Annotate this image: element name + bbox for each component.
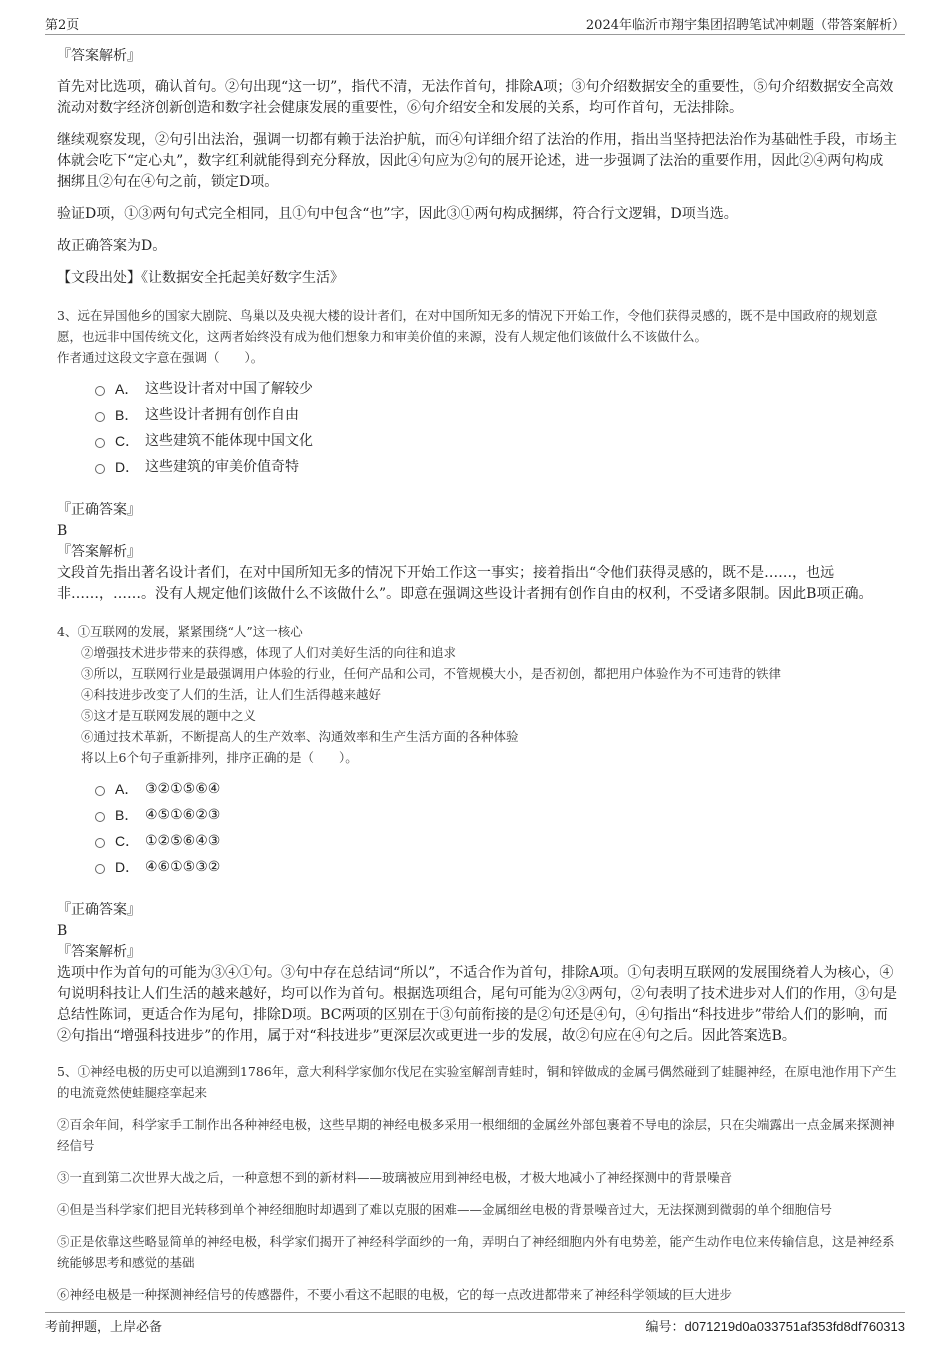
radio-button[interactable] [95,412,105,422]
q4-option-c[interactable]: C． ①②⑤⑥④③ [95,828,897,854]
radio-button[interactable] [95,786,105,796]
q4-sentence-3: ③所以，互联网行业是最强调用户体验的行业，任何产品和公司，不管规模大小，是否初创，都把用户体验作为不可违背的铁律 [81,666,782,681]
q2-analysis-p1: 首先对比选项，确认首句。②句出现“这一切”，指代不清，无法作首句，排除A项；③句介绍数据安全的重要性，⑤句介绍数据安全高效流动对数字经济创新创造和数字社会健康发展的重要性，⑥句介绍安全和发展的关系，均可作首句，无法排除。 [57,79,894,116]
q4-answer-label: 『正确答案』 [57,902,141,918]
q2-analysis-p4: 故正确答案为D。 [57,238,167,254]
q4-sentence-2: ②增强技术进步带来的获得感，体现了人们对美好生活的向往和追求 [81,645,457,660]
page-number: 第2页 [45,18,80,33]
q2-source: 【文段出处】《让数据安全托起美好数字生活》 [57,270,344,286]
q4-sentence-4: ④科技进步改变了人们的生活，让人们生活得越来越好 [81,687,382,702]
q5-sentence-3: ③一直到第二次世界大战之后，一种意想不到的新材料——玻璃被应用到神经电极，才极大地减小了神经探测中的背景噪音 [57,1170,733,1185]
q3-answer-label: 『正确答案』 [57,502,141,518]
q4-option-d[interactable]: D． ④⑥①⑤③② [95,854,897,880]
q2-analysis-p2: 继续观察发现，②句引出法治，强调一切都有赖于法治护航，而④句详细介绍了法治的作用，指出当坚持把法治作为基础性手段，市场主体就会吃下“定心丸”，数字红利就能得到充分释放，因此④句应为②句的展开论述，进一步强调了法治的重要作用，因此②④两句构成捆绑且②句在④句之前，锁定D项。 [57,132,897,190]
radio-button[interactable] [95,864,105,874]
q3-option-a[interactable]: A． 这些设计者对中国了解较少 [95,376,897,402]
q3-option-d[interactable]: D． 这些建筑的审美价值奇特 [95,454,897,480]
q4-answer: B [57,923,68,939]
q4-options [95,776,897,880]
radio-button[interactable] [95,438,105,448]
q4-analysis-label: 『答案解析』 [57,944,141,960]
q3-analysis-label: 『答案解析』 [57,544,141,560]
q5-sentence-6: ⑥神经电极是一种探测神经信号的传感器件，不要小看这不起眼的电极，它的每一点改进都带来了神经科学领域的巨大进步 [57,1287,733,1302]
q2-analysis-label: 『答案解析』 [57,48,141,64]
q4-option-b[interactable]: B． ④⑤①⑥②③ [95,802,897,828]
question-3 [57,305,897,605]
q5-sentence-2: ②百余年间，科学家手工制作出各种神经电极，这些早期的神经电极多采用一根细细的金属丝外部包裹着不导电的涂层，只在尖端露出一点金属来探测神经信号 [57,1117,895,1153]
radio-button[interactable] [95,838,105,848]
document-body [57,46,897,1305]
radio-button[interactable] [95,386,105,396]
q3-option-b[interactable]: B． 这些设计者拥有创作自由 [95,402,897,428]
radio-button[interactable] [95,812,105,822]
q3-option-c[interactable]: C． 这些建筑不能体现中国文化 [95,428,897,454]
radio-button[interactable] [95,464,105,474]
document-title: 2024年临沂市翔宇集团招聘笔试冲刺题（带答案解析） [585,18,905,33]
document-id: 编号：d071219d0a033751af353fd8df760313 [645,1319,905,1334]
q3-stem: 3、远在异国他乡的国家大剧院、鸟巢以及央视大楼的设计者们，在对中国所知无多的情况下开始工作，令他们获得灵感的，既不是中国政府的规划意愿，也远非中国传统文化，这两者始终没有成为他们想象力和审美价值的来源，没有人规定他们该做什么不该做什么。 [57,308,878,344]
q3-question: 作者通过这段文字意在强调（ ）。 [57,350,264,365]
q5-sentence-1: 5、①神经电极的历史可以追溯到1786年，意大利科学家伽尔伐尼在实验室解剖青蛙时，铜和锌做成的金属弓偶然碰到了蛙腿神经，在原电池作用下产生的电流竟然使蛙腿痉挛起来 [57,1064,897,1100]
q3-analysis: 文段首先指出著名设计者们，在对中国所知无多的情况下开始工作这一事实；接着指出“令他们获得灵感的，既不是……，也远非……，……。没有人规定他们该做什么不该做什么”。即意在强调这些设计者拥有创作自由的权利，不受诸多限制。因此B项正确。 [57,565,873,602]
q4-analysis: 选项中作为首句的可能为③④①句。③句中存在总结词“所以”，不适合作为首句，排除A项。①句表明互联网的发展围绕着人为核心，④句说明科技让人们生活的越来越好，均可以作为首句。根据选项组合，尾句可能为②③两句，②句表明了技术进步对人们的作用，③句是总结性陈词，更适合作为尾句，排除D项。BC两项的区别在于③句前衔接的是②句还是④句，④句指出“科技进步”带给人们的影响，而②句指出“增强科技进步”的作用，属于对“科技进步”更深层次或更进一步的发展，故②句应在④句之后。因此答案选B。 [57,965,897,1044]
q4-sentence-6: ⑥通过技术革新，不断提高人的生产效率、沟通效率和生产生活方面的各种体验 [81,729,519,744]
page-header [45,12,905,35]
q4-option-a[interactable]: A． ③②①⑤⑥④ [95,776,897,802]
q5-sentence-4: ④但是当科学家们把目光转移到单个神经细胞时却遇到了难以克服的困难——金属细丝电极的背景噪音过大，无法探测到微弱的单个细胞信号 [57,1202,833,1217]
page-footer [45,1312,905,1333]
q4-question: 将以上6个句子重新排列，排序正确的是（ ）。 [81,750,358,765]
q3-options [95,376,897,480]
q2-analysis-p3: 验证D项，①③两句句式完全相同，且①句中包含“也”字，因此③①两句构成捆绑，符合行文逻辑，D项当选。 [57,206,738,222]
footer-slogan: 考前押题，上岸必备 [45,1320,163,1335]
q3-answer: B [57,523,68,539]
q5-sentence-5: ⑤正是依靠这些略显简单的神经电极，科学家们揭开了神经科学面纱的一角，弄明白了神经细胞内外有电势差，能产生动作电位来传输信息，这是神经系统能够思考和感觉的基础 [57,1234,895,1270]
q4-sentence-5: ⑤这才是互联网发展的题中之义 [81,708,257,723]
question-4 [57,621,897,1047]
question-5 [57,1061,897,1305]
q4-first-sentence: 4、①互联网的发展，紧紧围绕“人”这一核心 [57,624,303,639]
